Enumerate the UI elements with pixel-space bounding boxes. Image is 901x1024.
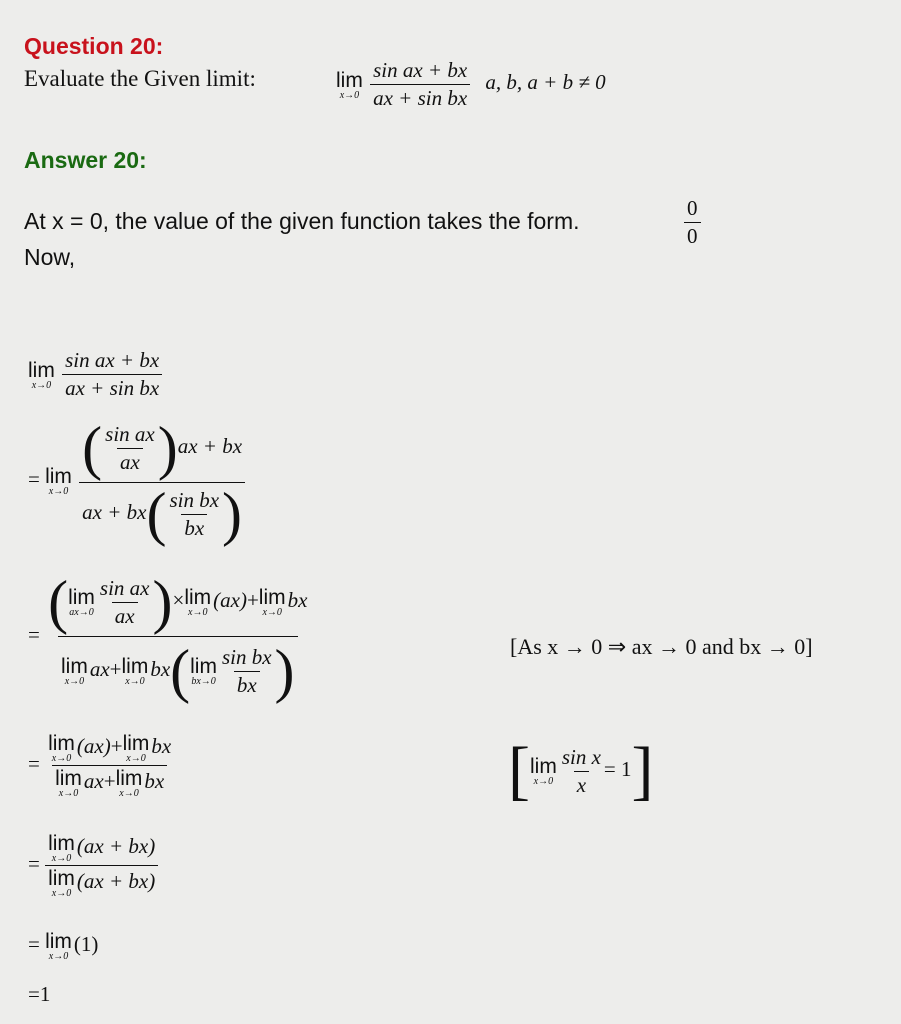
lim-subscript: x→0 <box>48 951 69 962</box>
step-2-numerator-tail: ax + bx <box>177 433 243 458</box>
question-limit-expression <box>336 58 606 111</box>
answer-title: Answer 20: <box>24 147 147 173</box>
step-4-num-term-1: (ax) <box>76 733 111 758</box>
question-prompt: Evaluate the Given limit: <box>24 66 256 91</box>
step-4-den-term-2: bx <box>144 768 165 793</box>
step-1-numerator: sin ax + bx <box>65 348 160 372</box>
step-1-denominator: ax + sin bx <box>62 374 162 401</box>
step-2-den-inner-denominator: bx <box>181 514 207 541</box>
lim-subscript: x→0 <box>125 676 145 687</box>
lim-word: lim <box>190 655 217 678</box>
lim-word: lim <box>121 655 149 678</box>
step-3-den-term-2: bx <box>150 656 171 681</box>
lim-word: lim <box>45 930 72 953</box>
step-4-num-term-2: bx <box>151 733 172 758</box>
lim-subscript: x→0 <box>119 788 139 799</box>
step-2-den-inner-numerator: sin bx <box>169 487 220 512</box>
lim-subscript: x→0 <box>64 676 85 687</box>
lim-subscript: x→0 <box>51 853 72 864</box>
lim-subscript: x→0 <box>339 89 360 101</box>
lim-subscript: x→0 <box>31 379 52 391</box>
lim-word: lim <box>122 732 150 755</box>
question-title: Question 20: <box>24 33 164 59</box>
lim-word: lim <box>115 767 143 790</box>
note-equals: = 1 <box>603 756 632 781</box>
lim-subscript: x→0 <box>51 888 72 899</box>
plus-sign: + <box>103 768 116 793</box>
lim-word: lim <box>258 586 286 609</box>
step-4-den-term-1: ax <box>83 768 104 793</box>
lim-word: lim <box>184 586 212 609</box>
step-6 <box>28 930 98 962</box>
lim-word: lim <box>45 465 72 488</box>
lim-subscript: x→0 <box>533 776 554 787</box>
step-2-inner-denominator: ax <box>117 448 143 475</box>
lim-word: lim <box>336 68 363 92</box>
step-5-denominator: (ax + bx) <box>76 868 156 893</box>
step-3-f1-denominator: ax <box>112 602 138 629</box>
step-3-den-inner-numerator: sin bx <box>221 644 272 669</box>
indeterminate-form <box>684 196 701 249</box>
lim-subscript: x→0 <box>188 607 208 618</box>
step-4 <box>28 732 174 799</box>
step-2-denominator-head: ax + bx <box>82 499 147 524</box>
step-2-inner-numerator: sin ax <box>105 421 155 446</box>
step-1 <box>28 348 162 401</box>
equals-sign: = <box>28 931 40 956</box>
lim-word: lim <box>529 755 557 778</box>
step-5 <box>28 832 158 899</box>
form-denominator: 0 <box>684 222 701 249</box>
step-3-term-2: (ax) <box>213 587 247 612</box>
step-7 <box>28 982 50 1007</box>
lim-word: lim <box>48 867 75 890</box>
answer-line-1: At x = 0, the value of the given function takes the form. <box>24 208 580 234</box>
step-2: = lim x→0 ( $\frac{\text{sin ax}}{ax}$ )ax + bx ax + bx( $\frac{\text{sin bx}}{bx}$ ) <box>28 418 245 544</box>
plus-sign: + <box>110 733 123 758</box>
final-result: 1 <box>39 982 51 1006</box>
question-condition: a, b, a + b ≠ 0 <box>485 70 606 95</box>
equals-sign: = <box>28 466 40 491</box>
lim-subscript: x→0 <box>51 753 72 764</box>
lim-word: lim <box>55 767 82 790</box>
equals-sign: = <box>28 751 40 776</box>
lim-word: lim <box>68 586 95 609</box>
step-5-numerator: (ax + bx) <box>76 833 156 858</box>
times-sign: × <box>172 587 185 612</box>
question-denominator: ax + sin bx <box>370 84 470 111</box>
plus-sign: + <box>246 587 259 612</box>
step-3-f1-numerator: sin ax <box>99 575 150 600</box>
form-numerator: 0 <box>687 196 698 220</box>
note-numerator: sin x <box>561 744 601 769</box>
equals-sign: = <box>28 622 40 647</box>
lim-subscript: x→0 <box>48 486 69 497</box>
lim-subscript: x→0 <box>262 607 282 618</box>
lim-subscript: x→0 <box>126 753 146 764</box>
step-3-den-term-1: ax <box>89 656 110 681</box>
step-6-value: (1) <box>73 931 99 956</box>
step-3: = ( lim ax→0 $\frac{\text{sin ax}}{ax}$ )× lim x→0 (ax)+ lim x→0 bx lim x→0 ax+ lim x→0 bx( lim bx→0 $\frac{\text{sin bx}}{bx}$ ) <box>28 569 308 704</box>
answer-line-2: Now, <box>24 244 76 270</box>
equals-sign: = <box>28 851 40 876</box>
equals-sign: = <box>28 982 40 1006</box>
step-3-den-inner-denominator: bx <box>234 671 260 698</box>
lim-subscript: bx→0 <box>191 676 216 687</box>
plus-sign: + <box>109 656 122 681</box>
lim-word: lim <box>61 655 88 678</box>
lim-subscript: x→0 <box>58 788 79 799</box>
lim-subscript: ax→0 <box>69 607 94 618</box>
note-denominator: x <box>574 771 589 798</box>
lim-word: lim <box>48 832 75 855</box>
step-4-note: [ lim x→0 $\frac{\text{sin x}}{x}$ = 1] <box>508 734 654 807</box>
step-3-note: [As x → 0 ⇒ ax → 0 and bx → 0] <box>510 634 813 659</box>
lim-word: lim <box>48 732 75 755</box>
lim-word: lim <box>28 358 55 382</box>
step-3-term-3: bx <box>287 587 308 612</box>
question-numerator: sin ax + bx <box>373 58 468 82</box>
